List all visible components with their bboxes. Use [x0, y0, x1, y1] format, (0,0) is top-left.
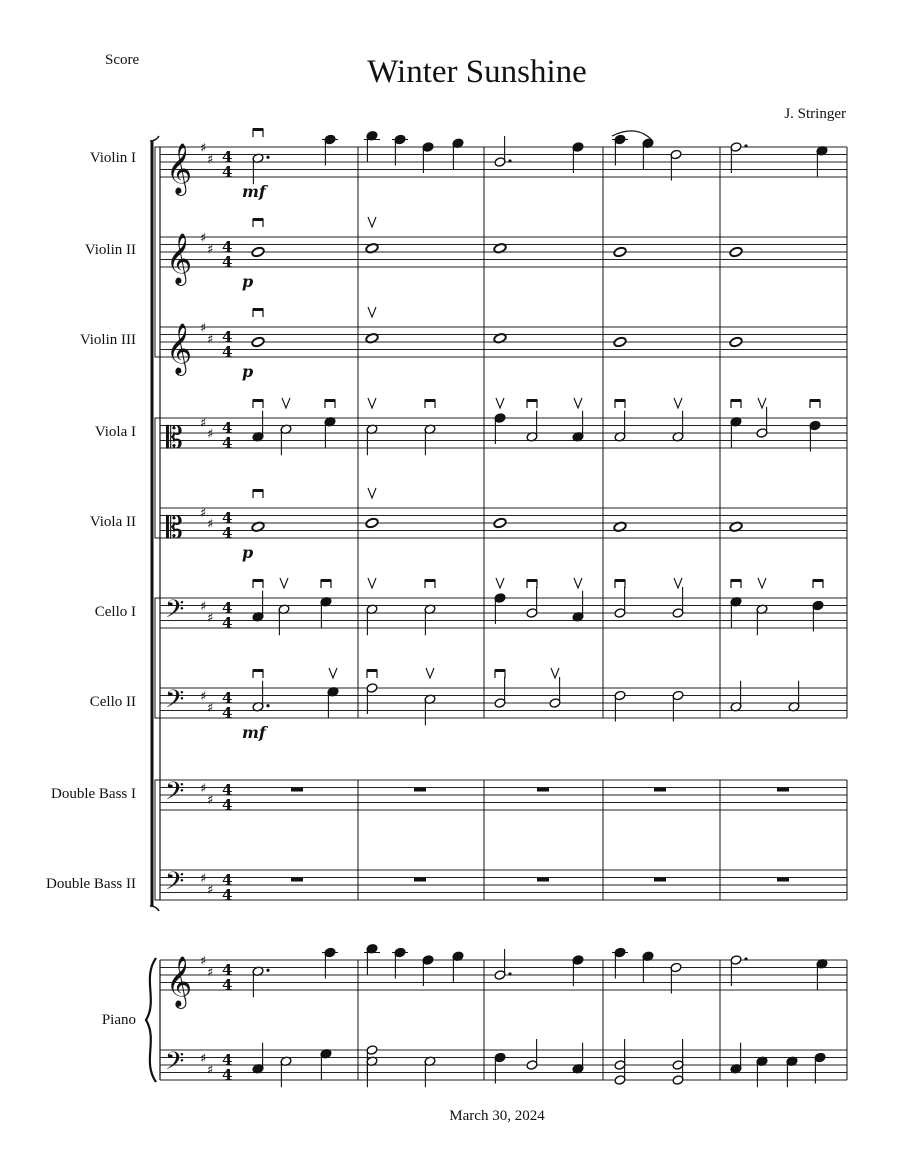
dynamic-p: p — [242, 272, 254, 291]
notehead — [493, 517, 507, 528]
whole-rest — [291, 788, 303, 792]
down-bow-bar — [253, 218, 263, 221]
dynamic-mf: mf — [242, 723, 266, 742]
dynamic-p: p — [242, 362, 254, 381]
half-note — [366, 683, 378, 714]
time-signature-bottom: 4 — [222, 1066, 233, 1084]
quarter-note — [730, 1043, 742, 1074]
bass-clef: 𝄢 — [165, 1047, 185, 1082]
time-signature-bottom: 4 — [222, 614, 233, 632]
augmentation-dot — [744, 144, 747, 147]
half-note — [670, 962, 682, 993]
down-bow-bar — [731, 399, 741, 402]
up-bow-mark — [674, 578, 682, 588]
score-label: Score — [105, 52, 140, 68]
dynamic-p: p — [242, 543, 254, 562]
key-sharp: ♯ — [200, 599, 207, 615]
bass-clef: 𝄢 — [165, 685, 185, 720]
whole-note — [493, 517, 507, 528]
down-bow-bar — [495, 669, 505, 672]
whole-note — [729, 246, 743, 257]
down-bow-bar — [253, 399, 263, 402]
augmentation-dot — [508, 159, 511, 162]
time-signature-top: 4 — [222, 689, 233, 707]
quarter-note — [252, 591, 264, 622]
up-bow-mark — [426, 668, 434, 678]
time-signature-bottom: 4 — [222, 163, 233, 181]
quarter-note — [809, 420, 821, 451]
bass-clef: 𝄢 — [165, 595, 185, 630]
down-bow-bar — [813, 579, 823, 582]
whole-rest — [654, 788, 666, 792]
staff-double-bass-2 — [160, 870, 847, 900]
bracket-hook-bottom — [150, 906, 159, 911]
up-bow-mark — [280, 578, 288, 588]
notehead — [613, 336, 627, 347]
notehead — [365, 517, 379, 528]
half-note — [756, 604, 768, 635]
notehead — [729, 336, 743, 347]
quarter-note — [642, 951, 654, 982]
alto-clef: 𝄡 — [166, 421, 183, 456]
quarter-note — [812, 600, 824, 631]
whole-note — [729, 336, 743, 347]
down-bow-bar — [615, 579, 625, 582]
notehead — [613, 246, 627, 257]
instrument-label-viola-2: Viola II — [89, 514, 136, 530]
alto-clef: 𝄡 — [166, 511, 183, 546]
treble-clef: 𝄞 — [166, 956, 193, 1007]
instrument-label-cello-2: Cello II — [89, 694, 136, 710]
half-note — [526, 1039, 538, 1070]
notehead — [729, 246, 743, 257]
instrument-label-viola-1: Viola I — [94, 424, 136, 440]
half-note — [730, 681, 742, 712]
quarter-note — [322, 134, 338, 165]
up-bow-mark — [368, 398, 376, 408]
treble-clef: 𝄞 — [166, 323, 193, 374]
page-title: Winter Sunshine — [367, 54, 587, 90]
key-sharp: ♯ — [200, 1051, 207, 1067]
half-note — [278, 604, 290, 635]
key-sharp: ♯ — [207, 965, 214, 981]
quarter-note — [364, 130, 380, 161]
violin-bracket — [155, 147, 160, 357]
half-note — [614, 587, 626, 618]
half-note — [494, 677, 506, 708]
quarter-note — [364, 943, 380, 974]
quarter-note — [642, 138, 654, 169]
quarter-note — [252, 411, 264, 442]
up-bow-mark — [496, 398, 504, 408]
instrument-label-double-bass-2: Double Bass II — [46, 876, 136, 892]
half-note — [614, 1054, 626, 1085]
down-bow-bar — [731, 579, 741, 582]
time-signature-bottom: 4 — [222, 976, 233, 994]
augmentation-dot — [266, 704, 269, 707]
half-note — [526, 411, 538, 442]
half-note — [280, 1056, 292, 1087]
treble-clef: 𝄞 — [166, 143, 193, 194]
cello-bracket — [155, 598, 160, 718]
up-bow-mark — [758, 398, 766, 408]
up-bow-mark — [368, 307, 376, 317]
down-bow-bar — [425, 579, 435, 582]
instrument-label-cello-1: Cello I — [94, 604, 136, 620]
up-bow-mark — [368, 578, 376, 588]
key-sharp: ♯ — [200, 231, 207, 246]
half-note — [756, 407, 768, 438]
key-sharp: ♯ — [200, 689, 207, 705]
quarter-note — [612, 947, 628, 978]
key-sharp: ♯ — [207, 332, 214, 348]
up-bow-mark — [329, 668, 337, 678]
half-note — [788, 681, 800, 712]
down-bow-bar — [253, 489, 263, 492]
down-bow-bar — [253, 669, 263, 672]
instrument-label-violin-3: Violin III — [79, 332, 136, 348]
up-bow-mark — [574, 398, 582, 408]
key-sharp: ♯ — [200, 505, 207, 521]
instrument-label-double-bass-1: Double Bass I — [51, 786, 136, 802]
instrument-label-violin-2: Violin II — [84, 242, 136, 258]
quarter-note — [494, 1052, 506, 1083]
time-signature-bottom: 4 — [222, 796, 233, 814]
half-note — [672, 690, 684, 721]
up-bow-mark — [368, 217, 376, 227]
key-sharp: ♯ — [200, 321, 207, 336]
quarter-note — [572, 591, 584, 622]
quarter-note — [452, 138, 464, 169]
down-bow-bar — [527, 579, 537, 582]
up-bow-mark — [368, 488, 376, 498]
quarter-note — [572, 1043, 584, 1074]
up-bow-mark — [551, 668, 559, 678]
quarter-note — [494, 593, 506, 624]
half-note — [280, 424, 292, 455]
quarter-note — [392, 134, 408, 165]
up-bow-mark — [758, 578, 766, 588]
quarter-note — [452, 951, 464, 982]
whole-rest — [291, 878, 303, 882]
up-bow-mark — [674, 398, 682, 408]
whole-note — [251, 336, 265, 347]
staff-double-bass-1 — [160, 780, 847, 810]
down-bow-bar — [253, 128, 263, 131]
whole-rest — [777, 788, 789, 792]
time-signature-top: 4 — [222, 509, 233, 527]
whole-note — [251, 246, 265, 257]
whole-rest — [654, 878, 666, 882]
whole-rest — [537, 788, 549, 792]
quarter-note — [422, 955, 434, 986]
time-signature-top: 4 — [222, 599, 233, 617]
half-note — [672, 411, 684, 442]
key-sharp: ♯ — [200, 415, 207, 431]
quarter-note — [320, 596, 332, 627]
half-note — [730, 955, 748, 986]
augmentation-dot — [266, 969, 269, 972]
key-sharp: ♯ — [207, 882, 214, 898]
time-signature-top: 4 — [222, 148, 233, 166]
whole-note — [613, 246, 627, 257]
quarter-note — [816, 958, 828, 989]
whole-rest — [414, 878, 426, 882]
down-bow-bar — [615, 399, 625, 402]
half-note — [252, 681, 270, 712]
key-sharp: ♯ — [207, 427, 214, 442]
half-note — [424, 424, 436, 455]
augmentation-dot — [508, 972, 511, 975]
quarter-note — [322, 947, 338, 978]
quarter-note — [572, 955, 584, 986]
bass-bracket — [155, 780, 160, 900]
time-signature-bottom: 4 — [222, 886, 233, 904]
dynamic-mf: mf — [242, 182, 266, 201]
half-note — [252, 966, 270, 997]
up-bow-mark — [496, 578, 504, 588]
bracket-hook-top — [150, 136, 159, 141]
down-bow-bar — [425, 399, 435, 402]
bass-clef: 𝄢 — [165, 867, 185, 902]
down-bow-bar — [367, 669, 377, 672]
quarter-note — [320, 1048, 332, 1079]
key-sharp: ♯ — [200, 141, 207, 156]
quarter-note — [572, 142, 584, 173]
augmentation-dot — [744, 957, 747, 960]
notehead — [251, 336, 265, 347]
down-bow-bar — [253, 308, 263, 311]
time-signature-bottom: 4 — [222, 524, 233, 542]
half-note — [549, 677, 561, 708]
quarter-note — [494, 413, 506, 444]
time-signature-top: 4 — [222, 419, 233, 437]
time-signature-bottom: 4 — [222, 253, 233, 271]
piano-brace — [146, 958, 156, 1082]
half-note — [614, 690, 626, 721]
key-sharp: ♯ — [207, 152, 214, 168]
key-sharp: ♯ — [200, 871, 207, 887]
down-bow-bar — [253, 579, 263, 582]
viola-bracket — [155, 418, 160, 538]
quarter-note — [730, 416, 742, 447]
half-note — [494, 136, 512, 167]
half-note — [730, 142, 748, 173]
half-note — [424, 604, 436, 635]
half-note — [366, 604, 378, 635]
down-bow-bar — [321, 579, 331, 582]
time-signature-bottom: 4 — [222, 343, 233, 361]
key-sharp: ♯ — [207, 517, 214, 532]
time-signature-bottom: 4 — [222, 434, 233, 452]
time-signature-top: 4 — [222, 961, 233, 979]
up-bow-mark — [282, 398, 290, 408]
key-sharp: ♯ — [200, 954, 207, 969]
time-signature-top: 4 — [222, 1051, 233, 1069]
half-note — [424, 1056, 436, 1087]
half-note — [670, 149, 682, 180]
up-bow-mark — [574, 578, 582, 588]
down-bow-bar — [810, 399, 820, 402]
whole-rest — [537, 878, 549, 882]
quarter-note — [814, 1052, 826, 1083]
quarter-note — [392, 947, 408, 978]
quarter-note — [756, 1056, 768, 1087]
half-note — [526, 587, 538, 618]
whole-note — [365, 517, 379, 528]
quarter-note — [327, 686, 339, 717]
quarter-note — [572, 411, 584, 442]
half-note — [672, 1054, 684, 1085]
time-signature-bottom: 4 — [222, 704, 233, 722]
whole-rest — [414, 788, 426, 792]
key-sharp: ♯ — [207, 1062, 214, 1078]
half-note — [614, 411, 626, 442]
quarter-note — [730, 596, 742, 627]
notehead — [251, 246, 265, 257]
half-note — [366, 424, 378, 455]
composer: J. Stringer — [784, 106, 846, 122]
half-note — [672, 587, 684, 618]
half-note — [494, 949, 512, 980]
quarter-note — [422, 142, 434, 173]
time-signature-top: 4 — [222, 328, 233, 346]
key-sharp: ♯ — [207, 610, 214, 626]
key-sharp: ♯ — [207, 700, 214, 716]
key-sharp: ♯ — [200, 781, 207, 797]
quarter-note — [612, 134, 628, 165]
augmentation-dot — [266, 156, 269, 159]
time-signature-top: 4 — [222, 238, 233, 256]
half-note — [252, 153, 270, 184]
instrument-label-piano: Piano — [101, 1012, 136, 1028]
quarter-note — [786, 1056, 798, 1087]
time-signature-top: 4 — [222, 871, 233, 889]
key-sharp: ♯ — [207, 792, 214, 808]
time-signature-top: 4 — [222, 781, 233, 799]
bass-clef: 𝄢 — [165, 777, 185, 812]
down-bow-bar — [325, 399, 335, 402]
key-sharp: ♯ — [207, 242, 214, 258]
whole-rest — [777, 878, 789, 882]
quarter-note — [252, 1043, 264, 1074]
half-note — [424, 694, 436, 725]
quarter-note — [816, 145, 828, 176]
down-bow-bar — [527, 399, 537, 402]
quarter-note — [324, 416, 336, 447]
instrument-label-violin-1: Violin I — [89, 150, 136, 166]
whole-note — [613, 336, 627, 347]
treble-clef: 𝄞 — [166, 233, 193, 284]
footer-date: March 30, 2024 — [449, 1108, 545, 1124]
